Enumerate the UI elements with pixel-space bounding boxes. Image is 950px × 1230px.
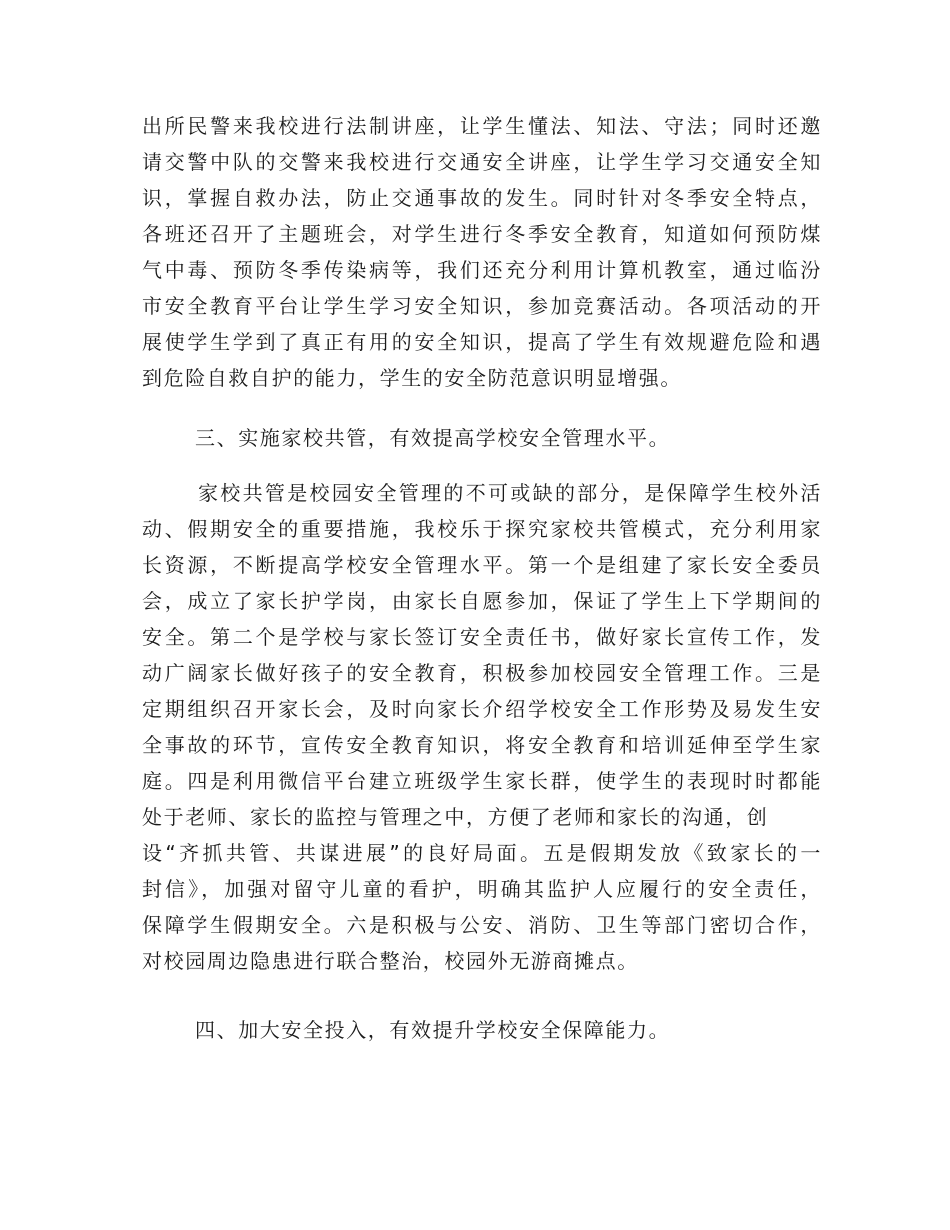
paragraph-line: 全事故的环节，宣传安全教育知识，将安全教育和培训延伸至学生家 (142, 733, 822, 757)
paragraph-line: 展使学生学到了真正有用的安全知识，提高了学生有效规避危险和遇 (142, 330, 822, 354)
paragraph-line: 会，成立了家长护学岗，由家长自愿参加，保证了学生上下学期间的 (142, 589, 822, 613)
paragraph-line: 家校共管是校园安全管理的不可或缺的部分，是保障学生校外活 (198, 481, 822, 505)
section-heading-4: 四、加大安全投入，有效提升学校安全保障能力。 (195, 1018, 671, 1042)
paragraph-line: 庭。四是利用微信平台建立班级学生家长群，使学生的表现时时都能 (142, 769, 822, 793)
paragraph-line: 对校园周边隐患进行联合整治，校园外无游商摊点。 (142, 949, 639, 973)
paragraph-line: 长资源，不断提高学校安全管理水平。第一个是组建了家长安全委员 (142, 553, 822, 577)
paragraph-home-school-management (142, 475, 822, 979)
paragraph-safety-education (142, 108, 822, 396)
section-heading-3: 三、实施家校共管，有效提高学校安全管理水平。 (195, 426, 671, 450)
paragraph-line: 动、假期安全的重要措施，我校乐于探究家校共管模式，充分利用家 (142, 517, 822, 541)
paragraph-line: 封信》，加强对留守儿童的看护，明确其监护人应履行的安全责任， (142, 877, 822, 901)
paragraph-line: 到危险自救自护的能力，学生的安全防范意识明显增强。 (142, 366, 682, 390)
paragraph-line: 各班还召开了主题班会，对学生进行冬季安全教育，知道如何预防煤 (142, 222, 822, 246)
paragraph-line: 保障学生假期安全。六是积极与公安、消防、卫生等部门密切合作， (142, 913, 822, 937)
paragraph-line: 请交警中队的交警来我校进行交通安全讲座，让学生学习交通安全知 (142, 150, 822, 174)
paragraph-line: 市安全教育平台让学生学习安全知识，参加竞赛活动。各项活动的开 (142, 294, 822, 318)
paragraph-line: 识，掌握自救办法，防止交通事故的发生。同时针对冬季安全特点， (142, 186, 822, 210)
paragraph-line: 气中毒、预防冬季传染病等，我们还充分利用计算机教室，通过临汾 (142, 258, 822, 282)
paragraph-line: 出所民警来我校进行法制讲座，让学生懂法、知法、守法；同时还邀 (142, 114, 822, 138)
paragraph-line: 设“齐抓共管、共谋进展”的良好局面。五是假期发放《致家长的一 (142, 841, 822, 865)
paragraph-line: 安全。第二个是学校与家长签订安全责任书，做好家长宣传工作，发 (142, 625, 822, 649)
paragraph-line: 动广阔家长做好孩子的安全教育，积极参加校园安全管理工作。三是 (142, 661, 822, 685)
paragraph-line: 定期组织召开家长会，及时向家长介绍学校安全工作形势及易发生安 (142, 697, 822, 721)
paragraph-line: 处于老师、家长的监控与管理之中，方便了老师和家长的沟通，创 (142, 805, 769, 829)
